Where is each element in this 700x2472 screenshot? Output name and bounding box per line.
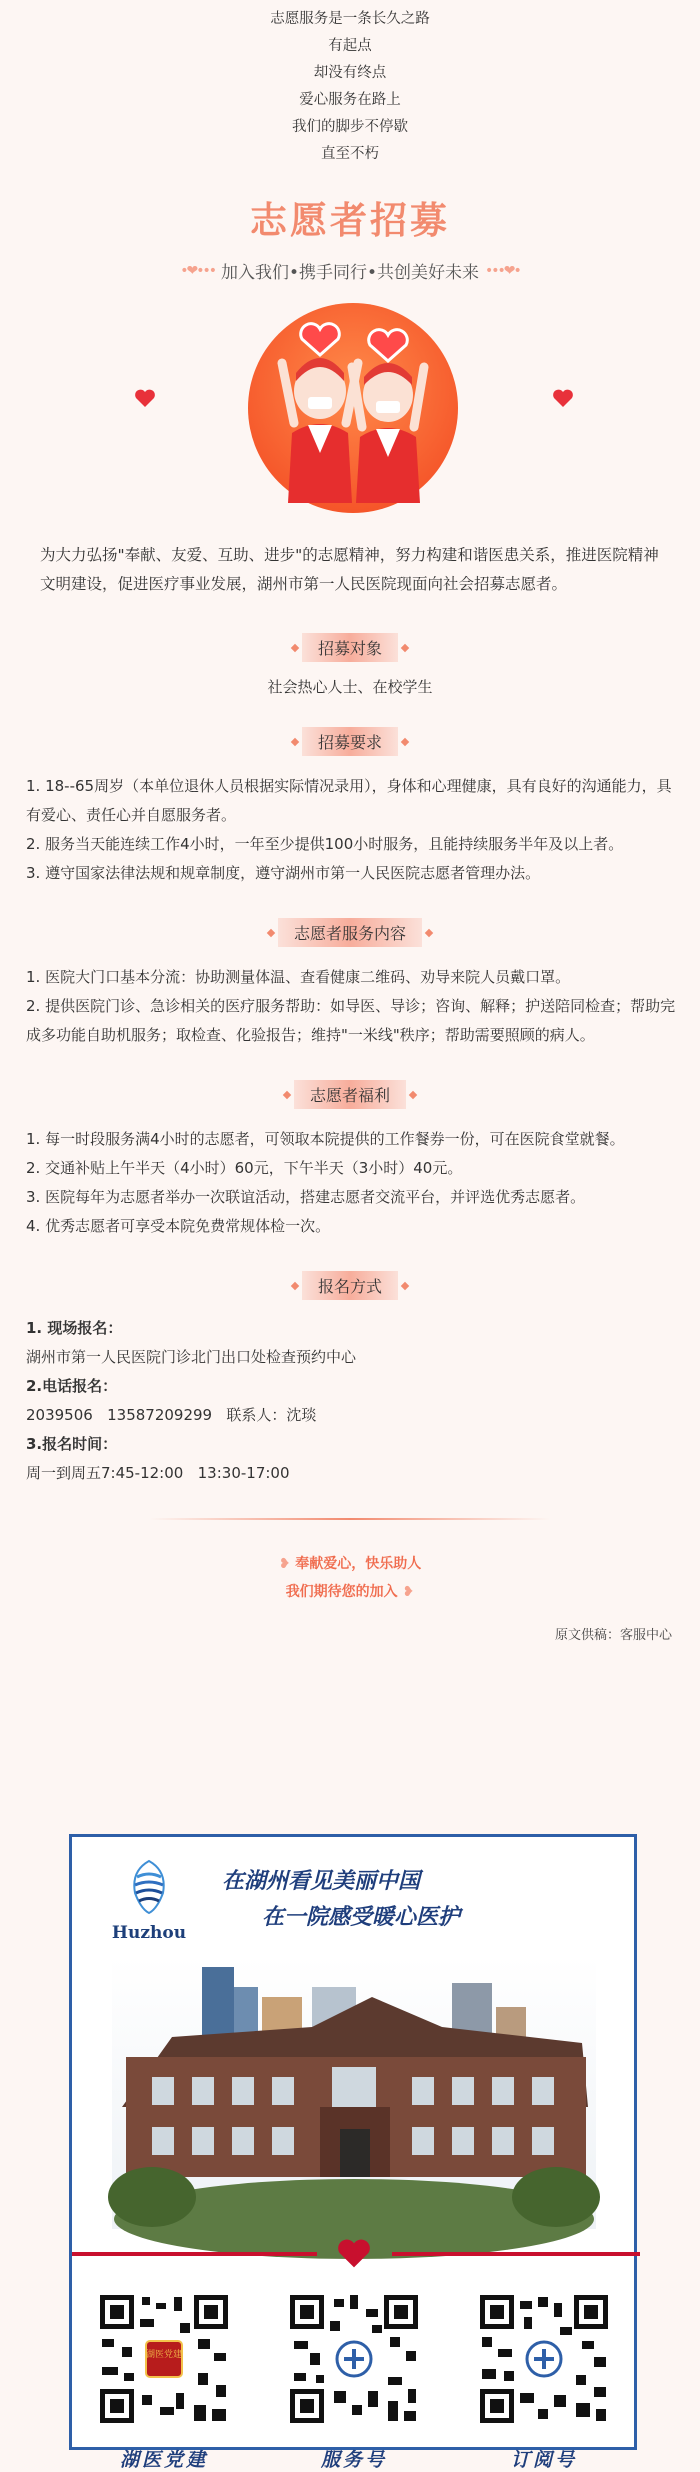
heart-icon: ❥ — [397, 1584, 415, 1600]
banner-red-bar — [392, 2252, 640, 2256]
list-item: 2. 交通补贴上午半天（4小时）60元，下午半天（3小时）40元。 — [26, 1159, 463, 1177]
list-item: 1. 18--65周岁（本单位退休人员根据实际情况录用），身体和心理健康，具有良好的沟通能力，具有爱心、责任心并自愿服务者。 — [26, 777, 672, 824]
section-label: 志愿者服务内容 — [278, 918, 422, 947]
time-title: 3.报名时间： — [26, 1435, 118, 1453]
source-credit: 原文供稿：客服中心 — [554, 1628, 672, 1643]
hospital-logo — [104, 1857, 194, 1943]
subtitle: 加入我们•携手同行•共创美好未来 — [220, 263, 480, 283]
logo-icon — [123, 1857, 175, 1917]
closing-text: 奉献爱心，快乐助人 — [295, 1556, 422, 1572]
section-requirements — [0, 727, 700, 756]
decor-dots-left-icon: •❤••• — [180, 262, 215, 279]
closing-line — [0, 1550, 700, 1578]
benefits-list — [26, 1125, 682, 1241]
qr-label: 服务号 — [320, 2449, 387, 2471]
hero-illustration — [0, 293, 700, 513]
banner-red-bar — [72, 2252, 317, 2256]
phone-text: 2039506 13587209299 联系人：沈琰 — [26, 1406, 317, 1424]
phone-title: 2.电话报名： — [26, 1377, 118, 1395]
heart-icon — [552, 388, 574, 408]
list-item: 3. 遵守国家法律法规和规章制度，遵守湖州市第一人民医院志愿者管理办法。 — [26, 864, 541, 882]
qr-label: 订阅号 — [510, 2449, 577, 2471]
list-item: 2. 服务当天能连续工作4小时，一年至少提供100小时服务，且能持续服务半年及以上者。 — [26, 835, 624, 853]
banner-slogan — [222, 1863, 460, 1935]
poem-line: 直至不朽 — [321, 146, 379, 162]
slogan-line: 在湖州看见美丽中国 — [222, 1868, 421, 1894]
section-services — [0, 918, 700, 947]
decor-dots-right-icon: •••❤• — [485, 262, 520, 279]
list-item: 1. 医院大门口基本分流：协助测量体温、查看健康二维码、劝导来院人员戴口罩。 — [26, 968, 571, 986]
onsite-text: 湖州市第一人民医院门诊北门出口处检查预约中心 — [26, 1348, 357, 1366]
heart-icon: ❥ — [278, 1556, 296, 1572]
heart-icon — [336, 2237, 372, 2269]
closing-text: 我们期待您的加入 — [285, 1584, 398, 1600]
qr-subscription-account — [474, 2289, 614, 2472]
qr-service-account — [284, 2289, 424, 2472]
slogan-line: 在一院感受暖心医护 — [262, 1904, 461, 1930]
poem-line: 志愿服务是一条长久之路 — [270, 11, 430, 27]
time-text: 周一到周五7:45-12:00 13:30-17:00 — [26, 1464, 290, 1482]
section-label: 志愿者福利 — [294, 1080, 406, 1109]
section-label: 报名方式 — [302, 1271, 398, 1300]
poem-line: 有起点 — [328, 38, 372, 54]
poem-line: 爱心服务在路上 — [299, 92, 401, 108]
section-label: 招募对象 — [302, 633, 398, 662]
section-target — [0, 633, 700, 662]
requirements-list — [26, 772, 682, 888]
qr-label: 湖医党建 — [119, 2449, 208, 2471]
heart-icon — [134, 388, 156, 408]
list-item: 2. 提供医院门诊、急诊相关的医疗服务帮助：如导医、导诊；咨询、解释；护送陪同检查；帮助完成多功能自助机服务；取检查、化验报告；维持"一米线"秩序；帮助需要照顾的病人。 — [26, 997, 676, 1044]
closing-message — [0, 1550, 700, 1606]
hospital-banner — [69, 1834, 637, 2471]
qr-code-icon — [94, 2289, 234, 2429]
target-text: 社会热心人士、在校学生 — [267, 678, 433, 696]
signup-details — [26, 1314, 682, 1488]
intro-paragraph: 为大力弘扬"奉献、友爱、互助、进步"的志愿精神，努力构建和谐医患关系，推进医院精神文明建设，促进医疗事业发展，湖州市第一人民医院现面向社会招募志愿者。 — [40, 546, 659, 593]
list-item: 3. 医院每年为志愿者举办一次联谊活动，搭建志愿者交流平台，并评选优秀志愿者。 — [26, 1188, 586, 1206]
poem-line: 我们的脚步不停歇 — [292, 119, 408, 135]
onsite-title: 1. 现场报名： — [26, 1319, 123, 1337]
logo-text: Huzhou — [111, 1923, 187, 1943]
qr-party-building — [94, 2289, 234, 2472]
page-title: 志愿者招募 — [250, 199, 450, 242]
qr-code-icon — [284, 2289, 424, 2429]
services-list — [26, 963, 682, 1050]
hospital-building-image — [112, 1957, 596, 2229]
volunteers-icon — [248, 303, 458, 513]
divider — [150, 1518, 550, 1520]
subtitle-row — [0, 258, 700, 283]
intro-poem — [0, 0, 700, 168]
list-item: 1. 每一时段服务满4小时的志愿者，可领取本院提供的工作餐券一份，可在医院食堂就餐。 — [26, 1130, 625, 1148]
poem-line: 却没有终点 — [313, 65, 387, 81]
section-label: 招募要求 — [302, 727, 398, 756]
list-item: 4. 优秀志愿者可享受本院免费常规体检一次。 — [26, 1217, 331, 1235]
qr-badge-text: 湖医党建 — [145, 2350, 183, 2360]
section-benefits — [0, 1080, 700, 1109]
qr-code-icon — [474, 2289, 614, 2429]
section-signup — [0, 1271, 700, 1300]
closing-line — [0, 1578, 700, 1606]
